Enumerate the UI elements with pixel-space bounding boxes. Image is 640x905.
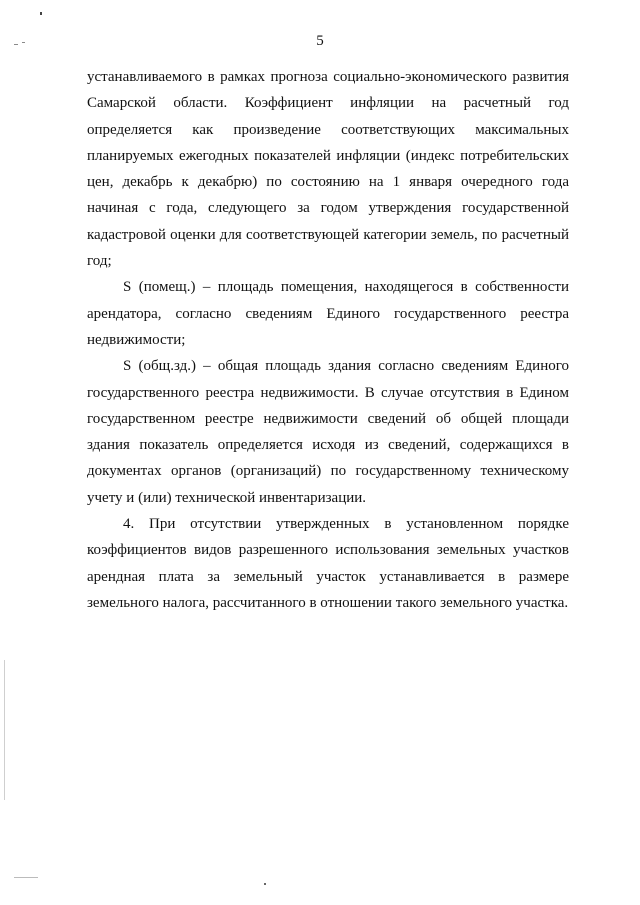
text-line: Самарской области. Коэффициент инфляции на расчетный год <box>87 95 569 112</box>
scan-speck <box>14 44 18 45</box>
text-line: документах органов (организаций) по государственному техническому <box>87 463 569 480</box>
text-line: недвижимости; <box>87 331 186 348</box>
text-line: здания показатель определяется исходя из сведений, содержащихся в <box>87 437 569 454</box>
text-line: государственного реестра недвижимости. В случае отсутствия в Едином <box>87 384 569 401</box>
text-line: устанавливаемого в рамках прогноза социально-экономического развития <box>87 69 569 85</box>
text-line: кадастровой оценки для соответствующей категории земель, по расчетный <box>87 226 569 243</box>
scan-speck <box>264 883 266 885</box>
text-line: определяется как произведение соответствующих максимальных <box>87 121 569 138</box>
text-line: начиная с года, следующего за годом утверждения государственной <box>87 200 569 217</box>
page-number: 5 <box>316 33 324 49</box>
text-line: коэффициентов видов разрешенного использования земельных участков <box>87 542 569 559</box>
document-body <box>87 64 569 616</box>
paragraph-clause-4 <box>87 511 569 616</box>
paragraph-premises-area <box>87 274 569 353</box>
text-line: арендная плата за земельный участок устанавливается в размере <box>87 568 569 585</box>
scan-speck <box>14 877 38 878</box>
text-line: цен, декабрь к декабрю) по состоянию на 1 января очередного года <box>87 174 569 191</box>
text-line: планируемых ежегодных показателей инфляции (индекс потребительских <box>87 147 569 164</box>
text-line: учету и (или) технической инвентаризации. <box>87 489 367 506</box>
text-line: год; <box>87 253 112 270</box>
text-line: земельного налога, рассчитанного в отношении такого земельного участка. <box>87 594 569 611</box>
scan-speck <box>4 660 5 800</box>
text-line: государственном реестре недвижимости сведений об общей площади <box>87 410 569 427</box>
paragraph-inflation-coefficient <box>87 64 569 274</box>
text-line: S (общ.зд.) – общая площадь здания согласно сведениям Единого <box>123 358 569 375</box>
text-line: 4. При отсутствии утвержденных в установленном порядке <box>123 516 569 533</box>
paragraph-building-area <box>87 353 569 511</box>
text-line: S (помещ.) – площадь помещения, находящегося в собственности <box>123 279 569 296</box>
scan-speck <box>22 42 25 43</box>
text-line: арендатора, согласно сведениям Единого государственного реестра <box>87 305 569 322</box>
scan-speck <box>40 12 42 15</box>
